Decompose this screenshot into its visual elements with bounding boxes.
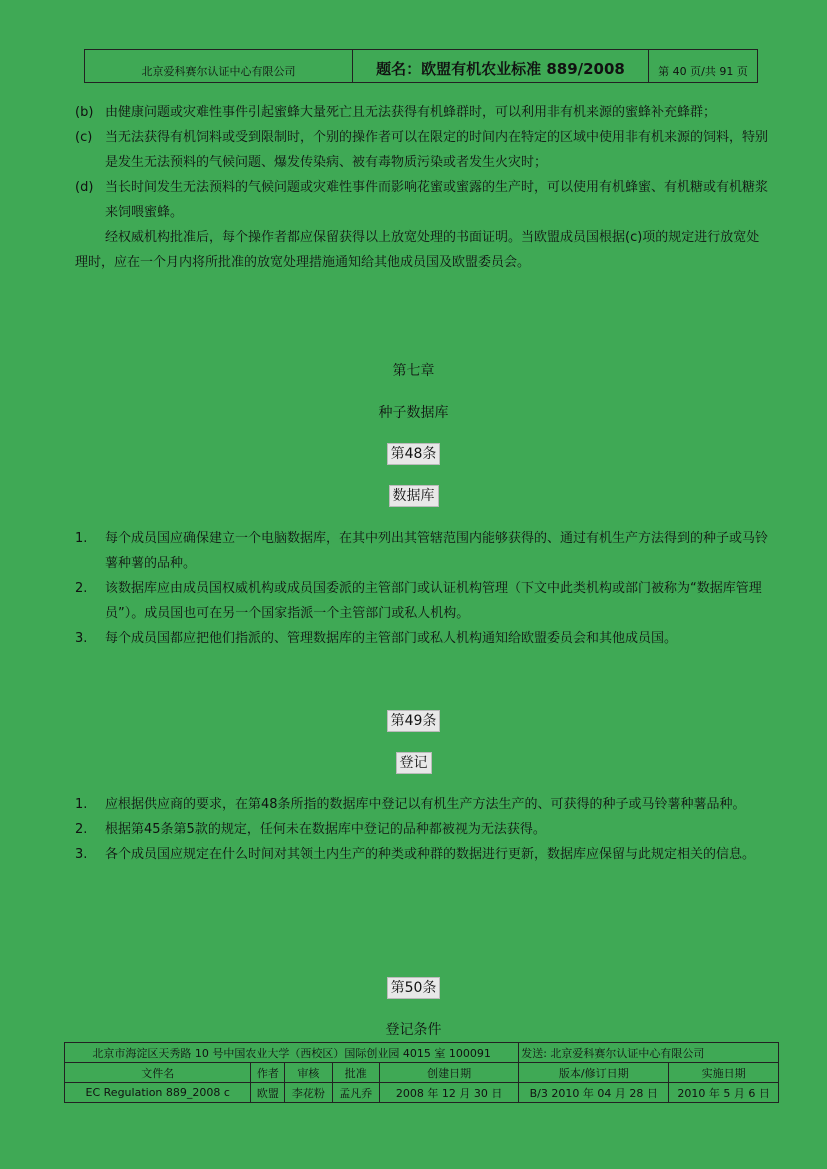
footer-value-cell: EC Regulation 889_2008 c <box>65 1083 251 1103</box>
item-label: 1. <box>75 531 88 546</box>
item-text: 应根据供应商的要求，在第48条所指的数据库中登记以有机生产方法生产的、可获得的种子或马铃薯种薯品种。 <box>105 797 746 812</box>
item-text: 各个成员国应规定在什么时间对其领土内生产的种类或种群的数据进行更新，数据库应保留与此规定相关的信息。 <box>105 847 756 862</box>
footer-address-row <box>65 1043 779 1063</box>
article-48-heading: 第48条 <box>387 443 441 465</box>
page-footer <box>64 1042 779 1103</box>
footer-header-row <box>65 1063 779 1083</box>
footer-value-cell: 孟凡乔 <box>332 1083 379 1103</box>
footer-value-cell: 李花粉 <box>285 1083 332 1103</box>
header-page-number: 第 40 页/共 91 页 <box>658 65 748 78</box>
article-49-heading-wrap <box>0 710 827 732</box>
item-label: (b) <box>75 105 94 120</box>
item-label: (d) <box>75 180 94 195</box>
footer-value-cell: 2008 年 12 月 30 日 <box>380 1083 519 1103</box>
article-48-list <box>75 526 770 651</box>
article-49-title: 登记 <box>396 752 432 774</box>
footer-value-cell: 欧盟 <box>251 1083 285 1103</box>
footer-sender: 发送: 北京爱科赛尔认证中心有限公司 <box>519 1043 779 1063</box>
item-text: 根据第45条第5款的规定，任何未在数据库中登记的品种都被视为无法获得。 <box>105 822 546 837</box>
list-item <box>75 125 770 175</box>
paragraph: 经权威机构批准后，每个操作者都应保留获得以上放宽处理的书面证明。当欧盟成员国根据(c)项的规定进行放宽处理时，应在一个月内将所批准的放宽处理措施通知给其他成员国及欧盟委员会。 <box>75 230 760 270</box>
page-header <box>84 49 758 83</box>
item-label: (c) <box>75 130 93 145</box>
item-text: 每个成员国都应把他们指派的、管理数据库的主管部门或私人机构通知给欧盟委员会和其他成员国。 <box>105 631 678 646</box>
item-text: 由健康问题或灾难性事件引起蜜蜂大量死亡且无法获得有机蜂群时，可以利用非有机来源的蜜蜂补充蜂群； <box>105 105 717 120</box>
list-item <box>75 842 770 867</box>
item-label: 2. <box>75 581 88 596</box>
top-section <box>75 100 770 275</box>
list-item <box>75 817 770 842</box>
footer-header-cell: 版本/修订日期 <box>519 1063 669 1083</box>
article-49-heading: 第49条 <box>387 710 441 732</box>
footer-header-cell: 创建日期 <box>380 1063 519 1083</box>
item-text: 当无法获得有机饲料或受到限制时，个别的操作者可以在限定的时间内在特定的区域中使用非有机来源的饲料，特别是发生无法预料的气候问题、爆发传染病、被有毒物质污染或者发生火灾时； <box>105 130 769 170</box>
header-title: 题名：欧盟有机农业标准 889/2008 <box>353 50 649 82</box>
footer-value-row <box>65 1083 779 1103</box>
article-49-list <box>75 792 770 867</box>
item-label: 3. <box>75 631 88 646</box>
article-48-title: 数据库 <box>389 485 439 507</box>
chapter-title: 种子数据库 <box>378 405 449 421</box>
footer-value-cell: 2010 年 5 月 6 日 <box>669 1083 779 1103</box>
chapter-number: 第七章 <box>392 363 435 379</box>
list-item <box>75 576 770 626</box>
item-text: 该数据库应由成员国权威机构或成员国委派的主管部门或认证机构管理（下文中此类机构或部门被称为“数据库管理员”）。成员国也可在另一个国家指派一个主管部门或私人机构。 <box>105 581 762 621</box>
article-50-heading: 第50条 <box>387 977 441 999</box>
item-text: 每个成员国应确保建立一个电脑数据库，在其中列出其管辖范围内能够获得的、通过有机生产方法得到的种子或马铃薯种薯的品种。 <box>105 531 769 571</box>
footer-value-cell: B/3 2010 年 04 月 28 日 <box>519 1083 669 1103</box>
footer-header-cell: 批准 <box>332 1063 379 1083</box>
article-49-title-wrap <box>0 752 827 774</box>
list-item <box>75 526 770 576</box>
footer-address: 北京市海淀区天秀路 10 号中国农业大学（西校区）国际创业园 4015 室 100091 <box>65 1043 519 1063</box>
item-label: 3. <box>75 847 88 862</box>
item-label: 2. <box>75 822 88 837</box>
item-label: 1. <box>75 797 88 812</box>
list-item <box>75 792 770 817</box>
footer-header-cell: 文件名 <box>65 1063 251 1083</box>
header-company: 北京爱科赛尔认证中心有限公司 <box>85 50 353 82</box>
item-text: 当长时间发生无法预料的气候问题或灾难性事件而影响花蜜或蜜露的生产时，可以使用有机蜂蜜、有机糖或有机糖浆来饲喂蜜蜂。 <box>105 180 769 220</box>
list-item <box>75 626 770 651</box>
article-48-title-wrap <box>0 485 827 507</box>
footer-header-cell: 审核 <box>285 1063 332 1083</box>
article-48-heading-wrap <box>0 443 827 465</box>
article-50-title: 登记条件 <box>385 1022 442 1038</box>
footer-header-cell: 作者 <box>251 1063 285 1083</box>
list-item <box>75 175 770 225</box>
list-item <box>75 100 770 125</box>
footer-header-cell: 实施日期 <box>669 1063 779 1083</box>
article-50-heading-wrap <box>0 977 827 999</box>
